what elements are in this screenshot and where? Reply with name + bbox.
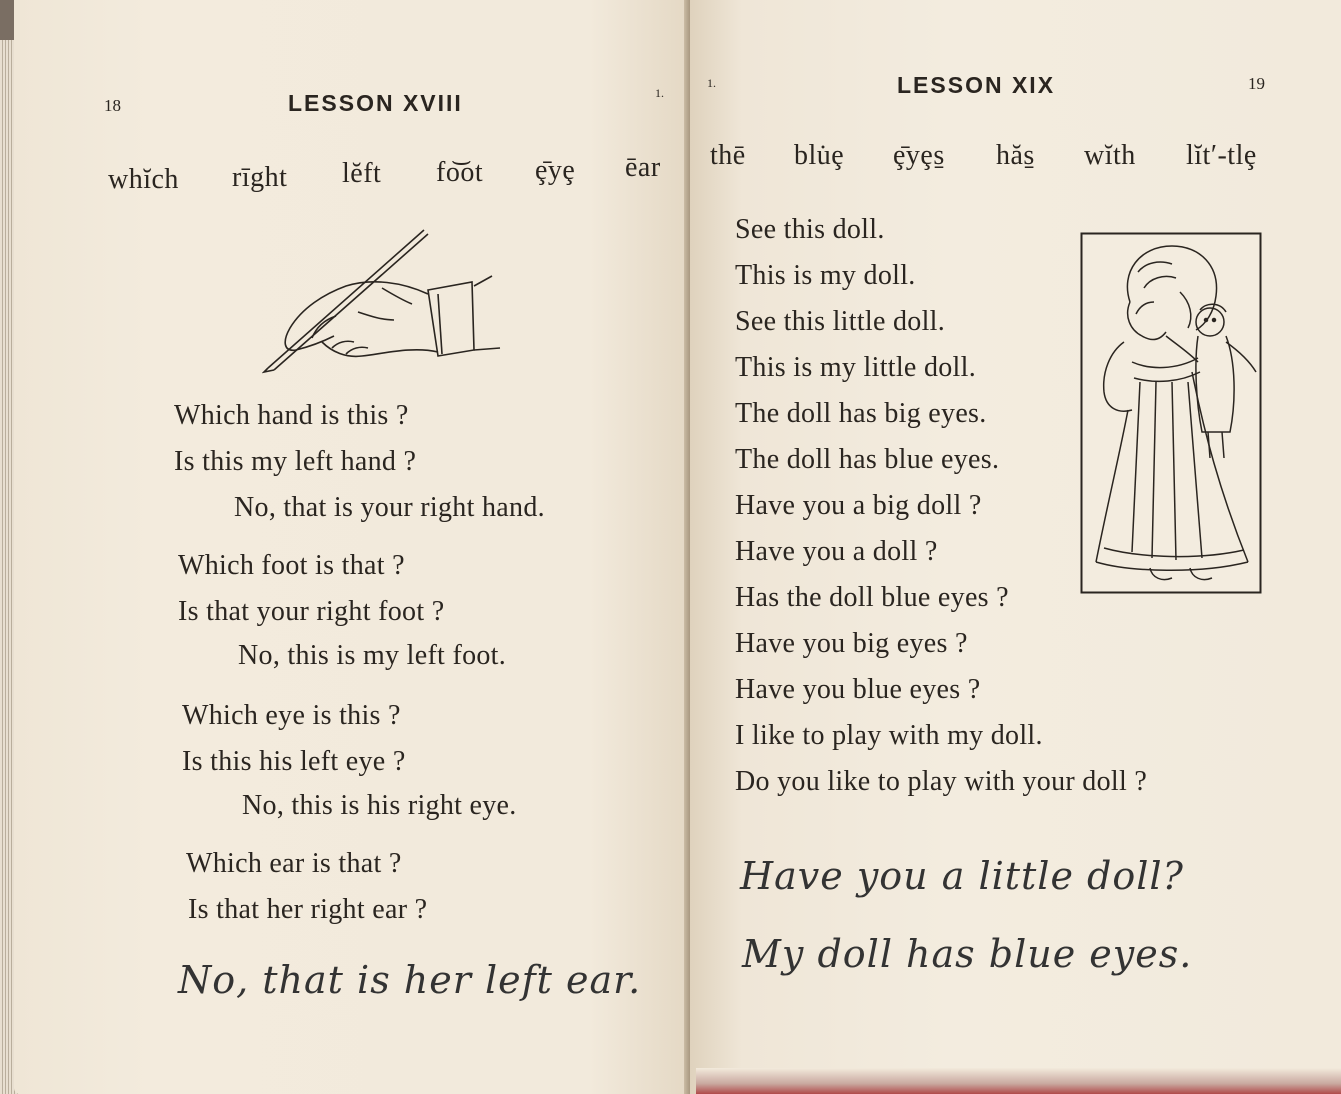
script-line: No, that is her left ear. — [178, 958, 642, 1002]
vocab-word: lĕft — [342, 158, 382, 189]
text-line: Has the doll blue eyes ? — [735, 582, 1009, 613]
vocab-word: wĭth — [1084, 140, 1136, 171]
vocab-word: lĭt′-tlȩ — [1186, 140, 1257, 171]
text-line: I like to play with my doll. — [735, 720, 1043, 751]
text-line: Have you big eyes ? — [735, 628, 968, 659]
vocab-word: ēar — [625, 152, 661, 183]
right-signature-mark: 1. — [707, 76, 716, 90]
right-lesson-title: LESSON XIX — [897, 72, 1056, 98]
text-line: Is that your right foot ? — [178, 596, 445, 627]
text-line: Do you like to play with your doll ? — [735, 766, 1148, 797]
vocab-word: fo͝ot — [436, 157, 484, 188]
text-line: Which foot is that ? — [178, 550, 405, 581]
text-line: No, this is his right eye. — [242, 790, 517, 821]
vocab-word: thē — [710, 140, 746, 171]
script-line: Have you a little doll? — [740, 854, 1184, 898]
text-line: This is my doll. — [735, 260, 916, 291]
girl-with-doll-illustration — [1080, 232, 1262, 594]
text-line: Is that her right ear ? — [188, 894, 428, 925]
vocab-word: ȩ̄yȩs̱ — [893, 140, 945, 171]
hand-pencil-illustration — [262, 224, 502, 374]
text-line: Which hand is this ? — [174, 400, 409, 431]
text-line: Is this my left hand ? — [174, 446, 417, 477]
vocab-word: blu̇ȩ — [794, 140, 845, 171]
text-line: The doll has big eyes. — [735, 398, 987, 429]
text-line: Which ear is that ? — [186, 848, 402, 879]
text-line: No, this is my left foot. — [238, 640, 507, 671]
text-line: See this little doll. — [735, 306, 946, 337]
left-lesson-title: LESSON XVIII — [288, 90, 463, 116]
left-page-number: 18 — [104, 96, 121, 115]
text-line: This is my little doll. — [735, 352, 977, 383]
text-line: The doll has blue eyes. — [735, 444, 1000, 475]
left-signature-mark: 1. — [655, 86, 664, 100]
vocab-word: whĭch — [108, 164, 179, 195]
text-line: Which eye is this ? — [182, 700, 401, 731]
text-line: Is this his left eye ? — [182, 746, 406, 777]
vocab-word: ȩ̄yȩ — [535, 155, 576, 186]
right-page-number: 19 — [1248, 74, 1265, 93]
vocab-word: hăs̱ — [996, 140, 1035, 171]
text-line: Have you a big doll ? — [735, 490, 982, 521]
vocab-word: rīght — [232, 162, 288, 193]
text-line: No, that is your right hand. — [234, 492, 545, 523]
red-page-edge — [696, 1068, 1341, 1094]
text-line: Have you a doll ? — [735, 536, 938, 567]
text-line: See this doll. — [735, 214, 885, 245]
script-line: My doll has blue eyes. — [742, 932, 1193, 976]
text-line: Have you blue eyes ? — [735, 674, 981, 705]
